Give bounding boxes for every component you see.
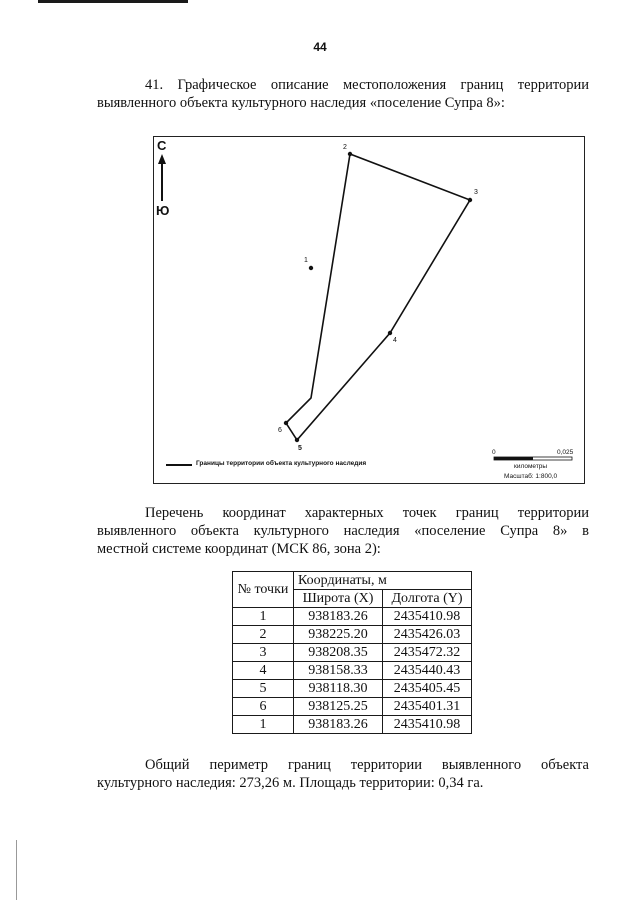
scan-artifact-left [16, 840, 17, 900]
summary-line: культурного наследия: 273,26 м. Площадь территории: 0,34 га. [97, 775, 484, 791]
cell-point: 1 [233, 716, 294, 734]
cell-point: 5 [233, 680, 294, 698]
cell-x: 938125.25 [294, 698, 383, 716]
table-row [233, 662, 472, 680]
scan-artifact-top [38, 0, 188, 3]
cell-point: 3 [233, 644, 294, 662]
north-label: С [157, 138, 167, 153]
cell-y: 2435410.98 [383, 608, 472, 626]
legend-swatch [166, 464, 192, 466]
point-label-3: 3 [474, 189, 478, 196]
table-row [233, 626, 472, 644]
cell-point: 1 [233, 608, 294, 626]
legend-label: Границы территории объекта культурного наследия [196, 460, 367, 467]
scale-units-label: километры [514, 463, 548, 470]
table-row [233, 680, 472, 698]
table-header-row [233, 572, 472, 590]
boundary-vertex [388, 331, 392, 335]
north-arrow-head [158, 154, 166, 164]
scale-ratio-label: Масштаб: 1:800,0 [504, 473, 558, 480]
boundary-vertex [468, 198, 472, 202]
cell-x: 938225.20 [294, 626, 383, 644]
cell-y: 2435405.45 [383, 680, 472, 698]
point-label-5: 5 [298, 445, 302, 452]
cell-x: 938183.26 [294, 716, 383, 734]
scale-zero-label: 0 [492, 449, 496, 456]
boundary-vertex [295, 438, 299, 442]
coordinates-intro-line: выявленного объекта культурного наследия «поселение Супра 8» в [97, 523, 589, 539]
cell-y: 2435410.98 [383, 716, 472, 734]
summary-line: Общий периметр границ территории выявленного объекта [145, 757, 589, 773]
point-label-4: 4 [393, 337, 397, 344]
header-coordinates: Координаты, м [294, 572, 472, 590]
boundary-vertex [348, 152, 352, 156]
page-number: 44 [313, 40, 327, 54]
header-point-number: № точки [233, 572, 294, 608]
cell-y: 2435440.43 [383, 662, 472, 680]
boundary-map [153, 136, 585, 484]
scale-end-label: 0,025 [557, 449, 574, 456]
header-latitude: Широта (X) [294, 590, 383, 608]
table-row [233, 716, 472, 734]
section-title-line: выявленного объекта культурного наследия «поселение Супра 8»: [97, 95, 505, 111]
boundary-polygon [286, 154, 470, 440]
table-row [233, 698, 472, 716]
coordinates-intro-line: местной системе координат (МСК 86, зона 2): [97, 541, 381, 557]
cell-y: 2435472.32 [383, 644, 472, 662]
point-label-2: 2 [343, 144, 347, 151]
boundary-vertex [284, 421, 288, 425]
coordinates-table [232, 571, 472, 734]
cell-x: 938183.26 [294, 608, 383, 626]
cell-x: 938118.30 [294, 680, 383, 698]
boundary-vertex [309, 266, 313, 270]
table-row [233, 608, 472, 626]
south-label: Ю [156, 203, 170, 218]
header-longitude: Долгота (Y) [383, 590, 472, 608]
coordinates-intro-line: Перечень координат характерных точек границ территории [145, 505, 589, 521]
section-title-line: 41. Графическое описание местоположения границ территории [145, 77, 589, 93]
cell-point: 4 [233, 662, 294, 680]
cell-y: 2435401.31 [383, 698, 472, 716]
point-label-1: 1 [304, 257, 308, 264]
cell-x: 938158.33 [294, 662, 383, 680]
point-label-6: 6 [278, 427, 282, 434]
coordinates-intro [97, 504, 589, 558]
cell-point: 2 [233, 626, 294, 644]
table-row [233, 644, 472, 662]
summary [97, 756, 589, 792]
scale-bar-segment [494, 457, 533, 460]
section-title [97, 76, 589, 112]
cell-point: 6 [233, 698, 294, 716]
cell-y: 2435426.03 [383, 626, 472, 644]
cell-x: 938208.35 [294, 644, 383, 662]
boundary-map-drawing [154, 137, 586, 485]
